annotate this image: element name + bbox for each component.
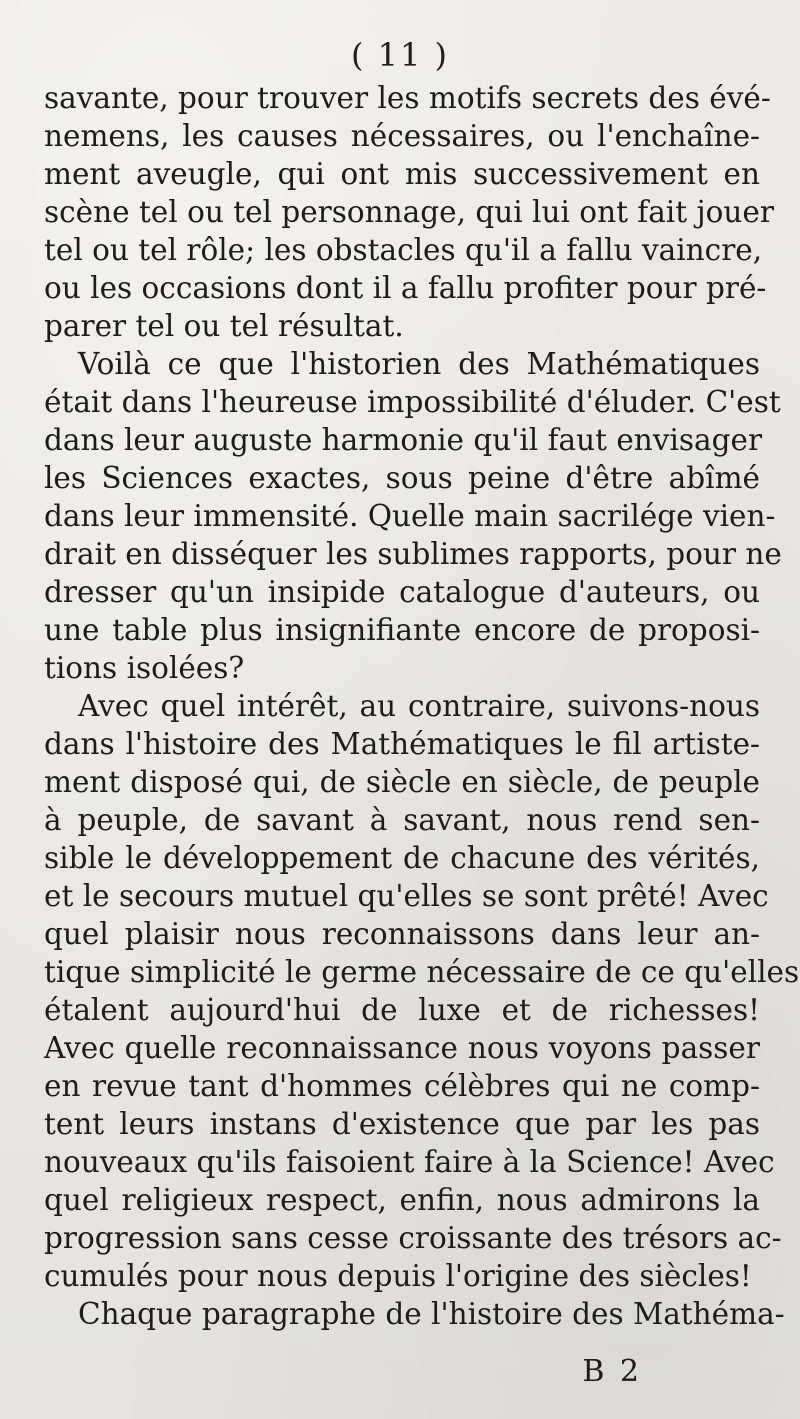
text-line: nemens, les causes nécessaires, ou l'enchaîne- (44, 119, 760, 153)
text-line: nouveaux qu'ils faisoient faire à la Science! Avec (44, 1145, 775, 1179)
text-line: les Sciences exactes, sous peine d'être abîmé (44, 461, 760, 495)
text-line: étalent aujourd'hui de luxe et de richesses! (44, 993, 760, 1027)
text-line: tent leurs instans d'existence que par les pas (44, 1107, 760, 1141)
text-line: une table plus insignifiante encore de proposi- (44, 613, 760, 647)
text-line: parer tel ou tel résultat. (44, 309, 404, 343)
text-line: était dans l'heureuse impossibilité d'éluder. C'est (44, 385, 781, 419)
page-number: ( 11 ) (350, 36, 450, 74)
text-line: sible le développement de chacune des vérités, (44, 841, 760, 875)
text-line: progression sans cesse croissante des trésors ac- (44, 1221, 782, 1255)
paragraph (44, 345, 782, 687)
text-line: dans leur immensité. Quelle main sacrilége vien- (44, 499, 776, 533)
text-line: tel ou tel rôle; les obstacles qu'il a fallu vaincre, (44, 233, 763, 267)
text-line: en revue tant d'hommes célèbres qui ne comp- (44, 1069, 760, 1103)
text-line: dans leur auguste harmonie qu'il faut envisager (44, 423, 763, 457)
text-line: Voilà ce que l'historien des Mathématiques (78, 347, 760, 381)
text-line: dresser qu'un insipide catalogue d'auteurs, ou (44, 575, 760, 609)
text-line: Chaque paragraphe de l'histoire des Mathéma- (78, 1297, 785, 1331)
text-line: Avec quel intérêt, au contraire, suivons-nous (78, 689, 760, 723)
paragraph (44, 79, 774, 345)
text-line: scène tel ou tel personnage, qui lui ont fait jouer (44, 195, 774, 229)
text-line: drait en disséquer les sublimes rapports, pour ne (44, 537, 782, 571)
text-line: tique simplicité le germe nécessaire de ce qu'elles (44, 955, 800, 989)
paragraph (44, 1295, 785, 1333)
page-body (44, 79, 800, 1333)
text-line: ment aveugle, qui ont mis successivement en (44, 157, 760, 191)
paragraph (44, 687, 800, 1295)
text-line: quel plaisir nous reconnaissons dans leur an- (44, 917, 760, 951)
text-line: à peuple, de savant à savant, nous rend sen- (44, 803, 760, 837)
text-line: tions isolées? (44, 651, 245, 685)
text-line: quel religieux respect, enfin, nous admirons la (44, 1183, 760, 1217)
text-line: ou les occasions dont il a fallu profiter pour pré- (44, 271, 767, 305)
text-line: cumulés pour nous depuis l'origine des siècles! (44, 1259, 752, 1293)
text-line: et le secours mutuel qu'elles se sont prêté! Avec (44, 879, 769, 913)
text-line: Avec quelle reconnaissance nous voyons passer (44, 1031, 760, 1065)
text-line: savante, pour trouver les motifs secrets des évé- (44, 81, 771, 115)
text-line: dans l'histoire des Mathématiques le fil artiste- (44, 727, 760, 761)
signature-mark: B 2 (582, 1354, 642, 1389)
text-line: ment disposé qui, de siècle en siècle, de peuple (44, 765, 760, 799)
